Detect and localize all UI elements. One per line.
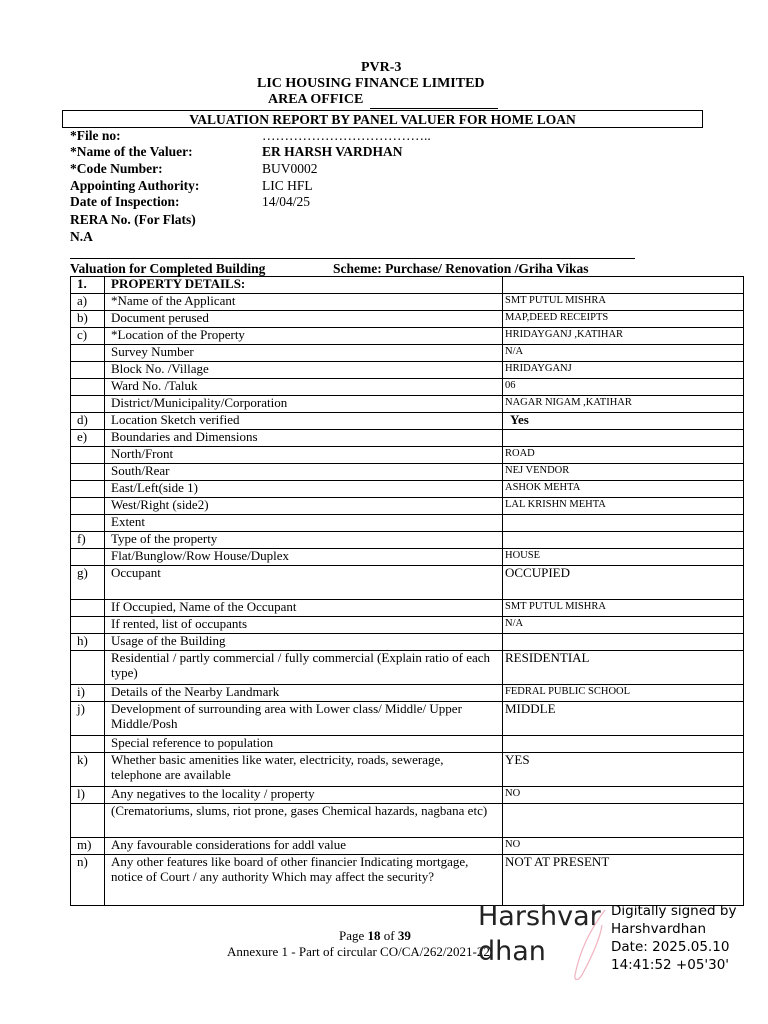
- header-underline: [370, 108, 498, 109]
- row-label: Ward No. /Taluk: [105, 379, 503, 396]
- row-number: [71, 447, 105, 464]
- table-row: [71, 294, 744, 311]
- row-label: Usage of the Building: [105, 634, 503, 651]
- row-value: NOT AT PRESENT: [503, 855, 744, 906]
- row-label: (Crematoriums, slums, riot prone, gases Chemical hazards, nagbana etc): [105, 804, 503, 838]
- row-label: PROPERTY DETAILS:: [105, 277, 503, 294]
- row-value: [503, 736, 744, 753]
- row-label: Any favourable considerations for addl value: [105, 838, 503, 855]
- table-row: [71, 685, 744, 702]
- row-label: Document perused: [105, 311, 503, 328]
- row-number: [71, 549, 105, 566]
- appointing-authority-value: LIC HFL: [262, 178, 313, 193]
- row-label: Occupant: [105, 566, 503, 600]
- row-number: g): [71, 566, 105, 600]
- row-number: [71, 498, 105, 515]
- row-label: If Occupied, Name of the Occupant: [105, 600, 503, 617]
- row-label: Survey Number: [105, 345, 503, 362]
- row-value: NEJ VENDOR: [503, 464, 744, 481]
- row-label: Location Sketch verified: [105, 413, 503, 430]
- row-label: North/Front: [105, 447, 503, 464]
- row-value: SMT PUTUL MISHRA: [503, 294, 744, 311]
- row-label: Type of the property: [105, 532, 503, 549]
- rera-label: RERA No. (For Flats): [70, 212, 196, 227]
- row-value: [503, 515, 744, 532]
- row-label: Residential / partly commercial / fully commercial (Explain ratio of each type): [105, 651, 503, 685]
- row-label: Extent: [105, 515, 503, 532]
- row-number: c): [71, 328, 105, 345]
- page-current: 18: [367, 928, 381, 943]
- annexure-note: Annexure 1 - Part of circular CO/CA/262/2021-22: [227, 944, 490, 959]
- row-label: Block No. /Village: [105, 362, 503, 379]
- row-number: [71, 600, 105, 617]
- signature-line-4: 14:41:52 +05'30': [611, 957, 730, 973]
- property-details-table: [70, 276, 744, 906]
- row-label: *Name of the Applicant: [105, 294, 503, 311]
- row-label: West/Right (side2): [105, 498, 503, 515]
- row-value: NO: [503, 838, 744, 855]
- page-prefix: Page: [339, 928, 365, 943]
- row-number: [71, 362, 105, 379]
- table-row: [71, 515, 744, 532]
- row-value: ROAD: [503, 447, 744, 464]
- row-value: NO: [503, 787, 744, 804]
- table-row: [71, 464, 744, 481]
- row-value: N/A: [503, 345, 744, 362]
- inspection-date-value: 14/04/25: [262, 194, 311, 209]
- row-number: n): [71, 855, 105, 906]
- row-number: m): [71, 838, 105, 855]
- table-row: [71, 600, 744, 617]
- row-label: Whether basic amenities like water, electricity, roads, sewerage, telephone are available: [105, 753, 503, 787]
- row-number: b): [71, 311, 105, 328]
- row-value: [503, 430, 744, 447]
- row-label: District/Municipality/Corporation: [105, 396, 503, 413]
- row-value: [503, 804, 744, 838]
- table-row: [71, 804, 744, 838]
- table-row: [71, 396, 744, 413]
- signature-line-3: Date: 2025.05.10: [611, 939, 730, 955]
- row-number: e): [71, 430, 105, 447]
- table-row: [71, 549, 744, 566]
- row-number: [71, 464, 105, 481]
- row-value: HOUSE: [503, 549, 744, 566]
- row-number: [71, 396, 105, 413]
- row-number: [71, 481, 105, 498]
- row-value: FEDRAL PUBLIC SCHOOL: [503, 685, 744, 702]
- row-value: ASHOK MEHTA: [503, 481, 744, 498]
- row-value: MIDDLE: [503, 702, 744, 736]
- table-row: [71, 345, 744, 362]
- table-row: [71, 855, 744, 906]
- row-number: [71, 736, 105, 753]
- row-value: [503, 634, 744, 651]
- table-row: [71, 311, 744, 328]
- row-label: *Location of the Property: [105, 328, 503, 345]
- signer-name-line1: Harshvar: [478, 901, 601, 932]
- table-row: [71, 498, 744, 515]
- table-row: [71, 379, 744, 396]
- row-value: N/A: [503, 617, 744, 634]
- company-name: LIC HOUSING FINANCE LIMITED: [257, 76, 485, 91]
- scheme-line: Scheme: Purchase/ Renovation /Griha Vikas: [333, 261, 589, 276]
- file-no-label: *File no:: [70, 128, 121, 143]
- row-number: [71, 515, 105, 532]
- row-label: If rented, list of occupants: [105, 617, 503, 634]
- row-number: f): [71, 532, 105, 549]
- row-label: Boundaries and Dimensions: [105, 430, 503, 447]
- table-row: [71, 566, 744, 600]
- valuer-name-label: *Name of the Valuer:: [70, 144, 193, 159]
- row-number: k): [71, 753, 105, 787]
- row-number: [71, 651, 105, 685]
- table-row: [71, 753, 744, 787]
- row-value: HRIDAYGANJ: [503, 362, 744, 379]
- appointing-authority-label: Appointing Authority:: [70, 178, 200, 193]
- row-number: [71, 379, 105, 396]
- table-row: [71, 430, 744, 447]
- table-row: [71, 838, 744, 855]
- rera-value: N.A: [70, 229, 93, 244]
- row-value: RESIDENTIAL: [503, 651, 744, 685]
- row-label: Any negatives to the locality / property: [105, 787, 503, 804]
- row-value: SMT PUTUL MISHRA: [503, 600, 744, 617]
- inspection-date-label: Date of Inspection:: [70, 194, 180, 209]
- row-number: [71, 804, 105, 838]
- table-row: [71, 736, 744, 753]
- office-name: AREA OFFICE: [268, 92, 364, 107]
- table-row: [71, 634, 744, 651]
- code-number-value: BUV0002: [262, 161, 318, 176]
- code-number-label: *Code Number:: [70, 161, 163, 176]
- row-value: MAP,DEED RECEIPTS: [503, 311, 744, 328]
- signature-line-1: Digitally signed by: [611, 903, 737, 919]
- valuer-name-value: ER HARSH VARDHAN: [262, 144, 403, 159]
- table-row: [71, 447, 744, 464]
- page-number: [339, 928, 411, 944]
- row-number: h): [71, 634, 105, 651]
- form-code: PVR-3: [361, 60, 402, 75]
- valuation-type: Valuation for Completed Building: [70, 261, 266, 276]
- row-number: d): [71, 413, 105, 430]
- row-label: Development of surrounding area with Lower class/ Middle/ Upper Middle/Posh: [105, 702, 503, 736]
- row-label: Details of the Nearby Landmark: [105, 685, 503, 702]
- row-number: l): [71, 787, 105, 804]
- table-row: [71, 702, 744, 736]
- row-value: 06: [503, 379, 744, 396]
- row-number: [71, 617, 105, 634]
- row-value: [503, 277, 744, 294]
- row-value: YES: [503, 753, 744, 787]
- row-value: [503, 532, 744, 549]
- table-row: [71, 277, 744, 294]
- row-value: OCCUPIED: [503, 566, 744, 600]
- table-row: [71, 617, 744, 634]
- row-label: Any other features like board of other financier Indicating mortgage, notice of Court / any authority Which may affect the security?: [105, 855, 503, 906]
- section-rule: [70, 258, 635, 259]
- row-value: LAL KRISHN MEHTA: [503, 498, 744, 515]
- row-label: East/Left(side 1): [105, 481, 503, 498]
- report-title: VALUATION REPORT BY PANEL VALUER FOR HOME LOAN: [62, 110, 703, 128]
- table-row: [71, 481, 744, 498]
- row-value: NAGAR NIGAM ,KATIHAR: [503, 396, 744, 413]
- row-label: Flat/Bunglow/Row House/Duplex: [105, 549, 503, 566]
- table-row: [71, 651, 744, 685]
- table-row: [71, 413, 744, 430]
- table-row: [71, 362, 744, 379]
- file-no-value: ………………………………..: [262, 128, 431, 143]
- row-number: i): [71, 685, 105, 702]
- row-label: South/Rear: [105, 464, 503, 481]
- row-number: [71, 345, 105, 362]
- row-value: Yes: [503, 413, 744, 430]
- row-number: j): [71, 702, 105, 736]
- page-of: of: [383, 928, 395, 943]
- row-number: 1.: [71, 277, 105, 294]
- signer-name-line2: dhan: [478, 936, 546, 967]
- table-row: [71, 532, 744, 549]
- row-value: HRIDAYGANJ ,KATIHAR: [503, 328, 744, 345]
- row-number: a): [71, 294, 105, 311]
- signature-line-2: Harshvardhan: [611, 921, 707, 937]
- page-total: 39: [397, 928, 411, 943]
- row-label: Special reference to population: [105, 736, 503, 753]
- table-row: [71, 328, 744, 345]
- table-row: [71, 787, 744, 804]
